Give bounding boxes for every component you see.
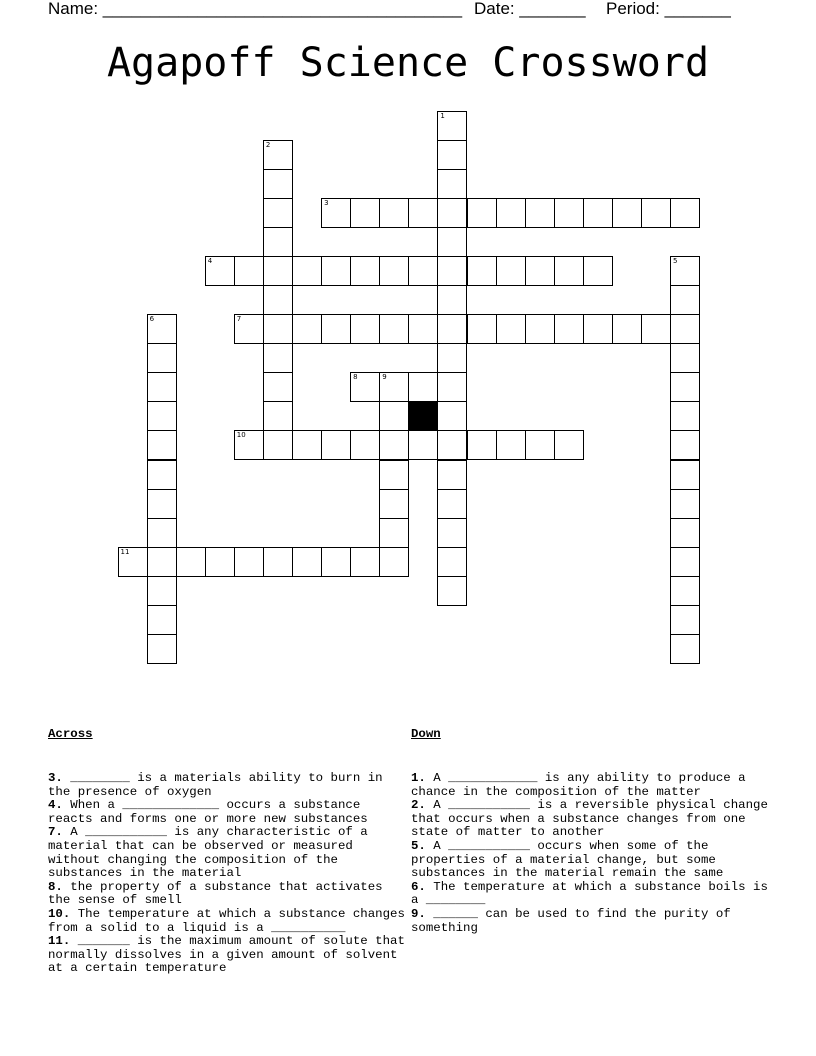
grid-cell[interactable] [437, 401, 467, 431]
cell-number: 10 [236, 431, 246, 440]
grid-cell[interactable] [408, 256, 438, 286]
clue-number: 11. [48, 934, 71, 949]
clue-text: the property of a substance that activates the sense of smell [48, 879, 391, 908]
grid-cell[interactable] [205, 547, 235, 577]
across-clue [48, 826, 408, 880]
grid-cell[interactable] [496, 314, 526, 344]
grid-cell[interactable] [263, 547, 293, 577]
grid-cell[interactable] [379, 314, 409, 344]
grid-cell[interactable] [263, 140, 293, 170]
grid-cell[interactable] [147, 401, 177, 431]
grid-cell[interactable] [467, 430, 497, 460]
grid-cell[interactable] [321, 547, 351, 577]
grid-cell[interactable] [350, 314, 380, 344]
grid-cell[interactable] [437, 227, 467, 257]
grid-cell[interactable] [670, 430, 700, 460]
grid-cell[interactable] [467, 314, 497, 344]
cell-number: 11 [120, 547, 130, 556]
grid-cell[interactable] [350, 198, 380, 228]
grid-cell[interactable] [554, 198, 584, 228]
grid-cell[interactable] [408, 198, 438, 228]
grid-cell[interactable] [670, 460, 700, 490]
clue-number: 8. [48, 879, 63, 894]
black-cell [408, 401, 438, 431]
grid-cell[interactable] [321, 198, 351, 228]
grid-cell[interactable] [670, 198, 700, 228]
cell-number: 5 [673, 256, 678, 265]
grid-cell[interactable] [670, 285, 700, 315]
grid-cell[interactable] [350, 256, 380, 286]
grid-cell[interactable] [176, 547, 206, 577]
grid-cell[interactable] [379, 460, 409, 490]
grid-cell[interactable] [292, 547, 322, 577]
grid-cell[interactable] [583, 314, 613, 344]
grid-cell[interactable] [234, 430, 264, 460]
clue-text: ________ is a materials ability to burn in the presence of oxygen [48, 770, 391, 799]
grid-cell[interactable] [437, 198, 467, 228]
clue-number: 2. [411, 798, 426, 813]
cell-number: 6 [149, 315, 155, 324]
down-clue [411, 881, 781, 908]
grid-cell[interactable] [263, 343, 293, 373]
grid-cell[interactable] [263, 198, 293, 228]
clue-text: A ___________ occurs when some of the properties of a material change, but some substances in the material remain the same [411, 838, 724, 881]
cell-number: 8 [353, 373, 358, 382]
clue-text: The temperature at which a substance changes from a solid to a liquid is a __________ [48, 906, 413, 935]
grid-cell[interactable] [670, 314, 700, 344]
cell-number: 4 [207, 256, 213, 265]
grid-cell[interactable] [147, 343, 177, 373]
grid-cell[interactable] [583, 256, 613, 286]
grid-cell[interactable] [525, 314, 555, 344]
grid-cell[interactable] [554, 430, 584, 460]
grid-cell[interactable] [437, 547, 467, 577]
grid-cell[interactable] [525, 198, 555, 228]
grid-cell[interactable] [263, 314, 293, 344]
grid-cell[interactable] [147, 634, 177, 664]
grid-cell[interactable] [379, 198, 409, 228]
clue-text: When a _____________ occurs a substance reacts and forms one or more new substances [48, 798, 368, 826]
clue-number: 7. [48, 825, 63, 840]
clue-text: The temperature at which a substance boils is a ________ [411, 879, 776, 908]
grid-cell[interactable] [234, 547, 264, 577]
grid-cell[interactable] [263, 169, 293, 199]
clue-text: A ___________ is any characteristic of a material that can be observed or measured without changing the composition of the substances in the material [48, 825, 376, 881]
down-clue [411, 799, 781, 840]
grid-cell[interactable] [263, 285, 293, 315]
grid-cell[interactable] [147, 605, 177, 635]
grid-cell[interactable] [263, 256, 293, 286]
grid-cell[interactable] [670, 256, 700, 286]
grid-cell[interactable] [379, 518, 409, 548]
across-clue [48, 934, 413, 976]
grid-cell[interactable] [641, 314, 671, 344]
clue-number: 6. [411, 879, 426, 894]
name-field[interactable]: Name: ______________________________________ [48, 0, 463, 18]
grid-cell[interactable] [437, 169, 467, 199]
across-heading: Across [48, 727, 93, 742]
grid-cell[interactable] [612, 198, 642, 228]
grid-cell[interactable] [670, 547, 700, 577]
grid-cell[interactable] [379, 256, 409, 286]
grid-cell[interactable] [437, 285, 467, 315]
grid-cell[interactable] [205, 256, 235, 286]
down-clue [411, 840, 781, 881]
grid-cell[interactable] [437, 256, 467, 286]
grid-cell[interactable] [496, 198, 526, 228]
grid-cell[interactable] [379, 430, 409, 460]
grid-cell[interactable] [496, 256, 526, 286]
grid-cell[interactable] [670, 489, 700, 519]
grid-cell[interactable] [379, 372, 409, 402]
clue-number: 5. [411, 838, 426, 853]
grid-cell[interactable] [670, 372, 700, 402]
grid-cell[interactable] [437, 576, 467, 606]
down-heading: Down [411, 727, 441, 742]
grid-cell[interactable] [147, 576, 177, 606]
grid-cell[interactable] [467, 256, 497, 286]
grid-cell[interactable] [263, 401, 293, 431]
grid-cell[interactable] [612, 314, 642, 344]
clue-number: 1. [411, 770, 426, 785]
cell-number: 1 [440, 111, 445, 120]
cell-number: 3 [324, 198, 329, 207]
down-clues [411, 701, 781, 949]
grid-cell[interactable] [292, 430, 322, 460]
grid-cell[interactable] [147, 489, 177, 519]
grid-cell[interactable] [379, 547, 409, 577]
clue-number: 9. [411, 906, 426, 921]
grid-cell[interactable] [350, 372, 380, 402]
grid-cell[interactable] [147, 518, 177, 548]
date-field[interactable]: Date: _______ [474, 0, 586, 18]
grid-cell[interactable] [350, 430, 380, 460]
grid-cell[interactable] [641, 198, 671, 228]
across-clue [48, 799, 408, 826]
grid-cell[interactable] [147, 372, 177, 402]
clue-text: _______ is the maximum amount of solute that normally dissolves in a given amount of solvent at a certain temperature [48, 934, 413, 976]
grid-cell[interactable] [437, 111, 467, 141]
down-clue [411, 772, 781, 799]
grid-cell[interactable] [670, 343, 700, 373]
grid-cell[interactable] [670, 401, 700, 431]
grid-cell[interactable] [525, 430, 555, 460]
down-clue [411, 908, 781, 935]
grid-cell[interactable] [408, 430, 438, 460]
clue-number: 3. [48, 770, 63, 785]
grid-cell[interactable] [263, 227, 293, 257]
page-title: Agapoff Science Crossword [106, 40, 710, 86]
grid-cell[interactable] [437, 314, 467, 344]
grid-cell[interactable] [408, 314, 438, 344]
grid-cell[interactable] [437, 518, 467, 548]
grid-cell[interactable] [321, 430, 351, 460]
grid-cell[interactable] [554, 256, 584, 286]
grid-cell[interactable] [147, 547, 177, 577]
grid-cell[interactable] [147, 460, 177, 490]
across-clue [48, 906, 413, 935]
clue-text: A ____________ is any ability to produce a chance in the composition of the matter [411, 770, 754, 799]
clue-text: ______ can be used to find the purity of something [411, 906, 739, 935]
grid-cell[interactable] [379, 489, 409, 519]
grid-cell[interactable] [437, 343, 467, 373]
grid-cell[interactable] [554, 314, 584, 344]
clue-number: 10. [48, 906, 71, 921]
across-clue [48, 881, 408, 908]
grid-cell[interactable] [408, 372, 438, 402]
grid-cell[interactable] [437, 140, 467, 170]
cell-number: 2 [265, 140, 271, 149]
grid-cell[interactable] [670, 576, 700, 606]
grid-cell[interactable] [437, 372, 467, 402]
grid-cell[interactable] [321, 256, 351, 286]
grid-cell[interactable] [379, 401, 409, 431]
period-field[interactable]: Period: _______ [606, 0, 731, 18]
grid-cell[interactable] [437, 460, 467, 490]
clue-number: 4. [48, 798, 63, 813]
grid-cell[interactable] [292, 256, 322, 286]
grid-cell[interactable] [147, 430, 177, 460]
grid-cell[interactable] [437, 430, 467, 460]
grid-cell[interactable] [350, 547, 380, 577]
grid-cell[interactable] [263, 372, 293, 402]
clue-text: A ___________ is a reversible physical change that occurs when a substance changes from one state of matter to another [411, 798, 776, 840]
grid-cell[interactable] [263, 430, 293, 460]
grid-cell[interactable] [583, 198, 613, 228]
cell-number: 7 [236, 315, 242, 324]
grid-cell[interactable] [670, 518, 700, 548]
grid-cell[interactable] [234, 314, 264, 344]
grid-cell[interactable] [437, 489, 467, 519]
across-clue [48, 772, 408, 799]
grid-cell[interactable] [147, 314, 177, 344]
grid-cell[interactable] [118, 547, 148, 577]
grid-cell[interactable] [670, 634, 700, 664]
across-clues [48, 701, 413, 989]
cell-number: 9 [382, 373, 387, 382]
grid-cell[interactable] [321, 314, 351, 344]
grid-cell[interactable] [525, 256, 555, 286]
grid-cell[interactable] [234, 256, 264, 286]
grid-cell[interactable] [467, 198, 497, 228]
grid-cell[interactable] [496, 430, 526, 460]
grid-cell[interactable] [292, 314, 322, 344]
grid-cell[interactable] [670, 605, 700, 635]
